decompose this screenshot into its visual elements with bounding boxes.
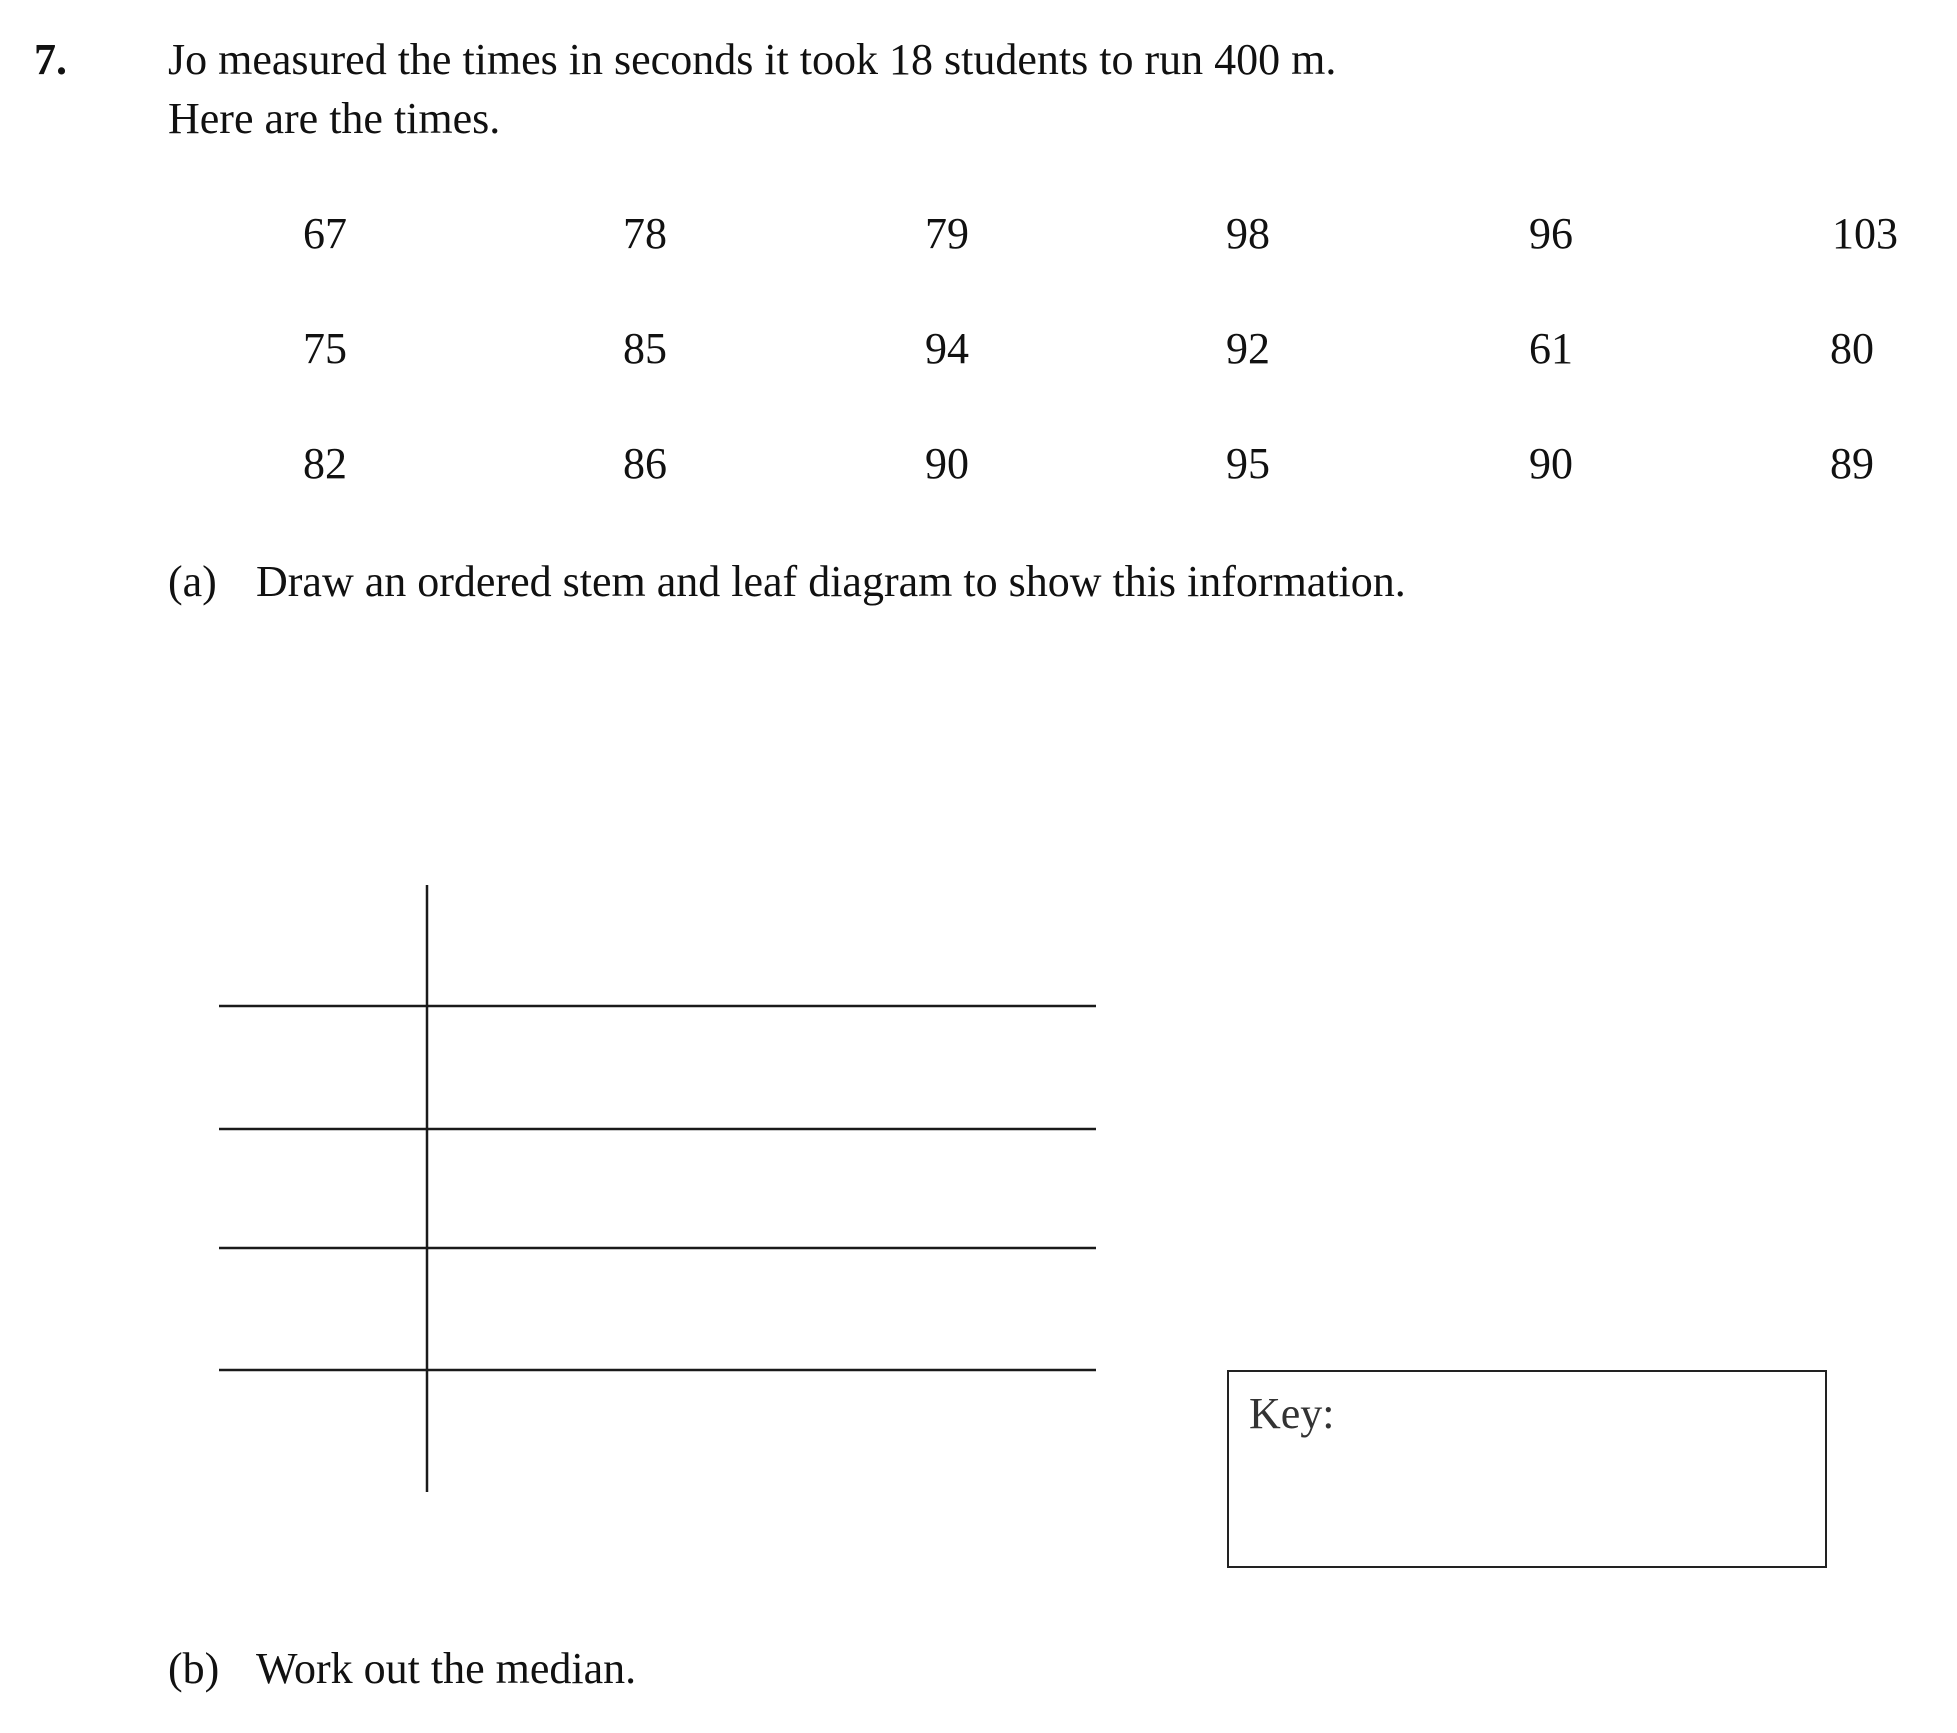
time-value: 67 bbox=[303, 209, 347, 258]
question-number: 7. bbox=[34, 35, 67, 84]
time-value: 82 bbox=[303, 439, 347, 488]
time-value: 95 bbox=[1226, 439, 1270, 488]
part-a-label: (a) bbox=[168, 557, 217, 606]
part-b-question bbox=[168, 1643, 636, 1695]
key-box[interactable] bbox=[1227, 1370, 1827, 1568]
time-value: 80 bbox=[1830, 324, 1874, 373]
time-value: 94 bbox=[925, 324, 969, 373]
part-b-label: (b) bbox=[168, 1644, 220, 1693]
time-value: 61 bbox=[1529, 324, 1573, 373]
question-intro-line-2: Here are the times. bbox=[168, 94, 501, 143]
time-value: 75 bbox=[303, 324, 347, 373]
time-value: 92 bbox=[1226, 324, 1270, 373]
time-value: 103 bbox=[1832, 209, 1898, 258]
time-value: 90 bbox=[1529, 439, 1573, 488]
time-value: 98 bbox=[1226, 209, 1270, 258]
time-value: 85 bbox=[623, 324, 667, 373]
part-b-text: Work out the median. bbox=[256, 1644, 637, 1693]
time-value: 90 bbox=[925, 439, 969, 488]
time-value: 86 bbox=[623, 439, 667, 488]
time-value: 96 bbox=[1529, 209, 1573, 258]
question-intro-line-1: Jo measured the times in seconds it took 18 students to run 400 m. bbox=[168, 35, 1337, 84]
part-a-text: Draw an ordered stem and leaf diagram to show this information. bbox=[256, 557, 1406, 606]
time-value: 78 bbox=[623, 209, 667, 258]
time-value: 79 bbox=[925, 209, 969, 258]
key-label: Key: bbox=[1249, 1389, 1335, 1438]
time-value: 89 bbox=[1830, 439, 1874, 488]
